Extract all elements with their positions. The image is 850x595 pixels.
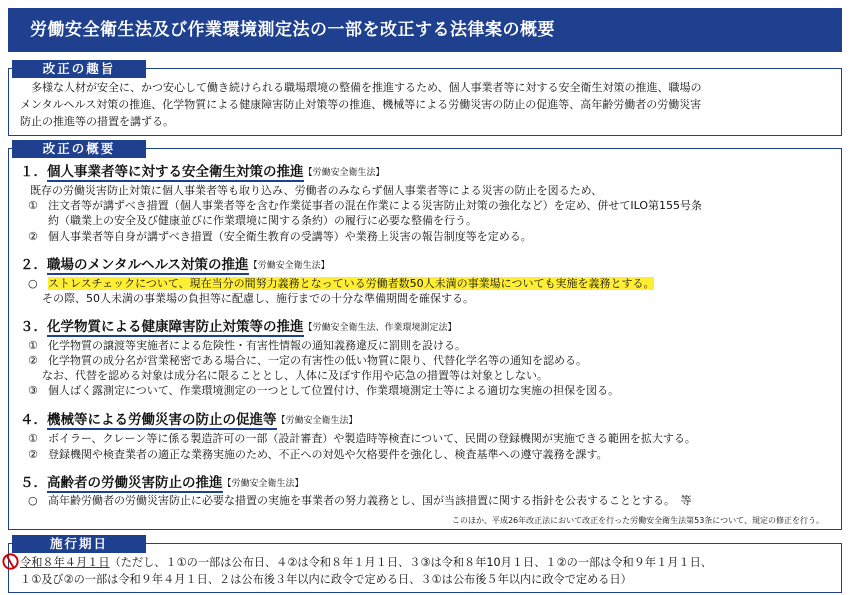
purpose-line: 防止の推進等の措置を講ずる。 — [20, 115, 174, 128]
overview-note: このほか、平成26年改正法において改正を行った労働安全衛生法第53条について、規定の修正を行う。 — [451, 516, 824, 525]
section-2-heading: ２．職場のメンタルヘルス対策の推進【労働安全衛生法】 — [20, 257, 330, 273]
enforcement-tab: 施行期日 — [12, 535, 146, 553]
overview-tab: 改正の概要 — [12, 140, 146, 158]
section-4-line: ② 登録機関や検査業者の適正な業務実施のため、不正への対処や欠格要件を強化し、検査基準への遵守義務を課す。 — [28, 448, 608, 461]
section-4-heading: ４．機械等による労働災害の防止の促進等【労働安全衛生法】 — [20, 412, 358, 428]
page-title: 労働安全衛生法及び作業環境測定法の一部を改正する法律案の概要 — [8, 8, 842, 52]
purpose-line: 多様な人材が安全に、かつ安心して働き続けられる職場環境の整備を推進するため、個人事業者等に対する安全衛生対策の推進、職場の — [20, 81, 702, 94]
section-4-title: 機械等による労働災害の防止の促進等 — [47, 412, 277, 428]
section-1-line: ① 注文者等が講ずべき措置（個人事業者等を含む作業従事者の混在作業による災害防止対策の強化など）を定め、併せてILO第155号条 — [28, 199, 702, 212]
section-5-law: 【労働安全衛生法】 — [222, 479, 304, 489]
highlighted-text: ストレスチェックについて、現在当分の間努力義務となっている労働者数50人未満の事業場についても実施を義務とする。 — [48, 277, 655, 290]
section-1-heading: １．個人事業者等に対する安全衛生対策の推進【労働安全衛生法】 — [20, 164, 385, 180]
enforcement-line-1: 令和８年４月１日（ただし、１①の一部は公布日、４②は令和８年１月１日、３③は令和８年10月１日、１②の一部は令和９年１月１日、 — [20, 556, 713, 569]
section-3-title: 化学物質による健康障害防止対策等の推進 — [47, 319, 304, 335]
section-2-title: 職場のメンタルヘルス対策の推進 — [47, 257, 249, 273]
section-1-line: ② 個人事業者等自身が講ずべき措置（安全衛生教育の受講等）や業務上災害の報告制度等を定める。 — [28, 230, 532, 243]
section-4-line: ① ボイラー、クレーン等に係る製造許可の一部（設計審査）や製造時等検査について、民間の登録機関が実施できる範囲を拡大する。 — [28, 432, 696, 445]
section-1-line: 約（職業上の安全及び健康並びに作業環境に関する条約）の履行に必要な整備を行う。 — [48, 214, 477, 227]
section-1-law: 【労働安全衛生法】 — [303, 168, 385, 178]
section-2-law: 【労働安全衛生法】 — [248, 261, 330, 271]
section-2-line: その際、50人未満の事業場の負担等に配慮し、施行までの十分な準備期間を確保する。 — [42, 292, 474, 305]
section-3-law: 【労働安全衛生法、作業環境測定法】 — [303, 323, 457, 333]
purpose-line: メンタルヘルス対策の推進、化学物質による健康障害防止対策等の推進、機械等による労働災害の防止の促進等、高年齢労働者の労働災害 — [20, 98, 702, 111]
section-3-line: ② 化学物質の成分名が営業秘密である場合に、一定の有害性の低い物質に限り、代替化学名等の通知を認める。 — [28, 354, 587, 367]
section-3-line: ③ 個人ばく露測定について、作業環境測定の一つとして位置付け、作業環境測定士等による適切な実施の担保を図る。 — [28, 384, 620, 397]
section-2-line: ○ ストレスチェックについて、現在当分の間努力義務となっている労働者数50人未満の事業場についても実施を義務とする。 — [28, 277, 655, 290]
section-5-title: 高齢者の労働災害防止の推進 — [47, 475, 223, 491]
section-5-line: ○ 高年齢労働者の労働災害防止に必要な措置の実施を事業者の努力義務とし、国が当該措置に関する指針を公表することとする。 等 — [28, 494, 692, 507]
section-5-heading: ５．高齢者の労働災害防止の推進【労働安全衛生法】 — [20, 475, 304, 491]
enforcement-line-2: １①及び②の一部は令和９年４月１日、２は公布後３年以内に政令で定める日、３①は公布後５年以内に政令で定める日） — [20, 573, 632, 586]
red-circle-mark-icon — [1, 552, 20, 571]
section-1-title: 個人事業者等に対する安全衛生対策の推進 — [47, 164, 304, 180]
purpose-tab: 改正の趣旨 — [12, 60, 146, 78]
purpose-text — [20, 79, 840, 130]
section-3-heading: ３．化学物質による健康障害防止対策等の推進【労働安全衛生法、作業環境測定法】 — [20, 319, 457, 335]
section-3-line: ① 化学物質の譲渡等実施者による危険性・有害性情報の通知義務違反に罰則を設ける。 — [28, 339, 466, 352]
enforcement-date: 令和８年４月１日 — [20, 556, 110, 569]
section-1-line: 既存の労働災害防止対策に個人事業者等も取り込み、労働者のみならず個人事業者等による災害の防止を図るため、 — [30, 184, 603, 197]
section-4-law: 【労働安全衛生法】 — [276, 416, 358, 426]
section-3-line: なお、代替を認める対象は成分名に限ることとし、人体に及ぼす作用や応急の措置等は対象としない。 — [42, 369, 548, 382]
